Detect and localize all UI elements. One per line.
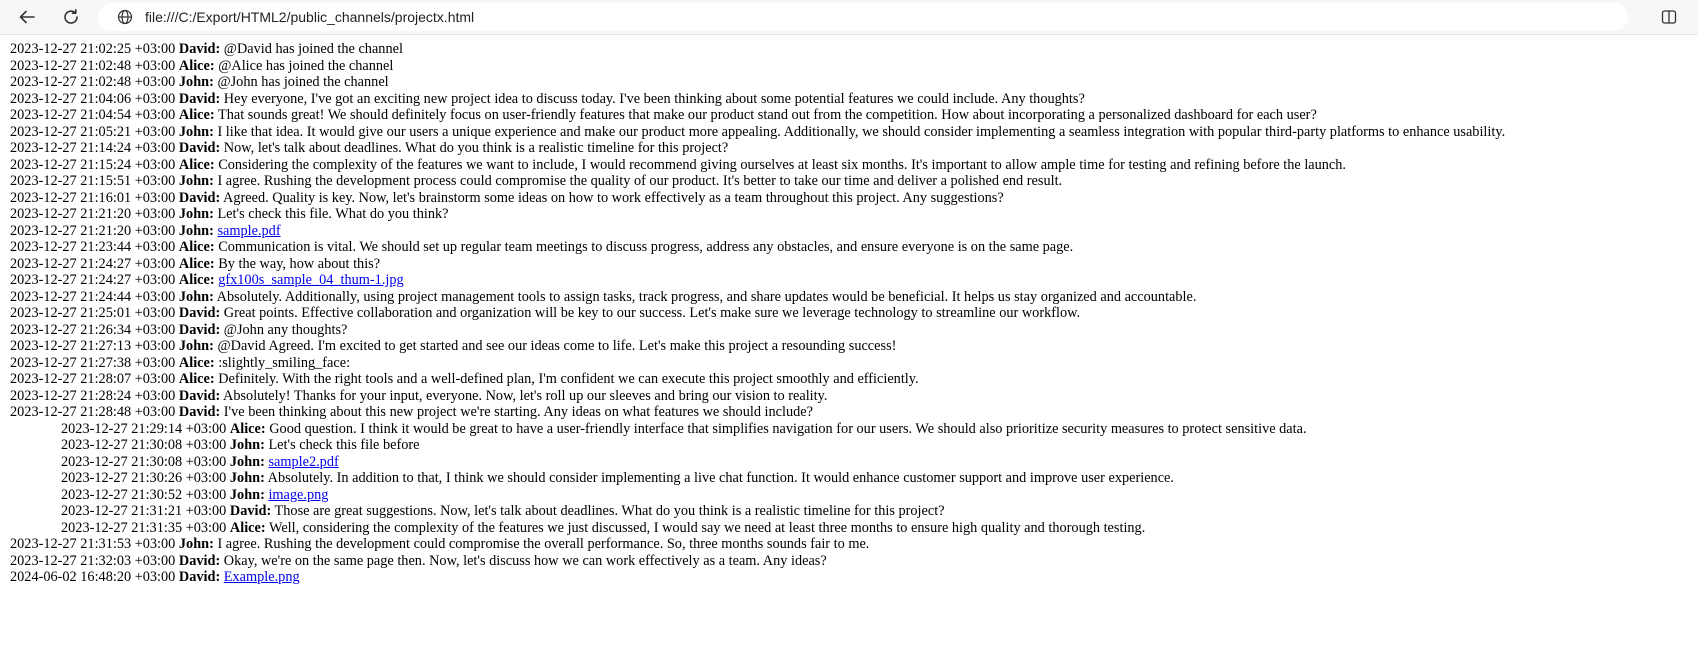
message-author: David: [178,404,221,420]
message-text: Absolutely! Thanks for your input, everyone. Now, let's roll up our sleeves and bring our vision to reality. [223,387,828,404]
message-timestamp: 2023-12-27 21:02:48 +03:00 [10,57,176,74]
thread-message-row [10,503,1698,520]
browser-toolbar [0,0,1698,35]
thread-message-row [10,421,1698,438]
message-log [0,35,1698,586]
message-timestamp: 2023-12-27 21:28:07 +03:00 [10,371,176,387]
message-text: By the way, how about this? [218,255,381,272]
message-author: David: [178,569,221,585]
message-timestamp: 2023-12-27 21:25:01 +03:00 [10,305,176,321]
message-timestamp: 2023-12-27 21:31:35 +03:00 [61,519,227,536]
message-timestamp: 2023-12-27 21:24:27 +03:00 [10,272,176,288]
url-text[interactable]: file:///C:/Export/HTML2/public_channels/projectx.html [145,9,475,25]
message-text: I like that idea. It would give our users a unique experience and make our product more appealing. Additionally, we should consider implementing a seamless integration with popular third-party platforms to enhance usability. [217,123,1506,140]
thread-message-row [10,454,1698,471]
message-text: Absolutely. Additionally, using project management tools to assign tasks, track progress, and share updates would be beneficial. It helps us stay organized and accountable. [216,288,1197,305]
message-author: David: [229,503,272,519]
back-button[interactable] [11,1,43,33]
message-timestamp: 2023-12-27 21:04:54 +03:00 [10,107,176,123]
message-timestamp: 2023-12-27 21:28:48 +03:00 [10,404,176,420]
message-author: David: [178,189,221,206]
message-author: John: [229,470,265,486]
message-timestamp: 2024-06-02 16:48:20 +03:00 [10,569,176,585]
message-row [10,256,1698,273]
message-row [10,289,1698,306]
message-author: John: [178,206,214,222]
message-text: Considering the complexity of the features we want to include, I would recommend giving ourselves at least six months. It's important to allow ample time for testing and refining before the launch. [218,156,1346,173]
message-timestamp: 2023-12-27 21:16:01 +03:00 [10,189,176,206]
message-row [10,272,1698,289]
message-timestamp: 2023-12-27 21:04:06 +03:00 [10,90,176,107]
message-author: Alice: [178,239,215,255]
message-text: :slightly_smiling_face: [218,354,351,371]
message-text: Communication is vital. We should set up regular team meetings to discuss progress, address any obstacles, and ensure everyone is on the same page. [218,239,1074,255]
message-timestamp: 2023-12-27 21:02:48 +03:00 [10,74,176,90]
message-row [10,157,1698,174]
message-author: David: [178,305,221,321]
message-timestamp: 2023-12-27 21:28:24 +03:00 [10,387,176,404]
message-author: Alice: [178,272,215,288]
message-author: John: [178,536,214,552]
message-text: Great points. Effective collaboration and organization will be key to our success. Let's make sure we leverage technology to streamline our workflow. [223,305,1081,321]
message-author: Alice: [178,354,215,371]
message-author: Alice: [178,156,215,173]
message-author: Alice: [229,519,266,536]
message-author: John: [178,173,214,189]
message-text: Okay, we're on the same page then. Now, let's discuss how we can work effectively as a team. Any ideas? [223,552,827,569]
globe-icon [115,7,135,27]
message-row [10,239,1698,256]
message-author: David: [178,321,221,338]
message-author: John: [229,453,265,470]
thread-message-row [10,437,1698,454]
message-text: I've been thinking about this new project we're starting. Any ideas on what features we should include? [223,404,813,420]
message-timestamp: 2023-12-27 21:23:44 +03:00 [10,239,176,255]
message-row [10,388,1698,405]
message-row [10,322,1698,339]
message-row [10,404,1698,421]
message-author: John: [178,222,214,239]
attachment-link[interactable]: image.png [268,486,329,503]
message-row [10,41,1698,58]
message-text: Well, considering the complexity of the features we just discussed, I would say we need at least three months to ensure high quality and thorough testing. [268,519,1146,536]
message-row [10,74,1698,91]
message-text: Those are great suggestions. Now, let's talk about deadlines. What do you think is a realistic timeline for this project? [274,503,945,519]
message-timestamp: 2023-12-27 21:21:20 +03:00 [10,222,176,239]
message-text: I agree. Rushing the development could compromise the overall performance. So, three months sounds fair to me. [217,536,870,552]
message-author: John: [178,288,214,305]
message-row [10,355,1698,372]
message-row [10,124,1698,141]
message-author: Alice: [178,371,215,387]
message-row [10,536,1698,553]
message-timestamp: 2023-12-27 21:24:44 +03:00 [10,288,176,305]
message-timestamp: 2023-12-27 21:30:52 +03:00 [61,486,227,503]
message-row [10,190,1698,207]
message-author: John: [178,123,214,140]
address-bar[interactable] [98,3,1628,31]
message-timestamp: 2023-12-27 21:27:13 +03:00 [10,338,176,354]
message-timestamp: 2023-12-27 21:05:21 +03:00 [10,123,176,140]
attachment-link[interactable]: Example.png [223,569,300,585]
message-text: That sounds great! We should definitely focus on user-friendly features that make our product stand out from the competition. How about incorporating a personalized dashboard for each user? [217,107,1317,123]
message-timestamp: 2023-12-27 21:21:20 +03:00 [10,206,176,222]
message-text: Hey everyone, I've got an exciting new project idea to discuss today. I've been thinking about some potential features we could include. Any thoughts? [223,90,1085,107]
message-author: David: [178,140,221,156]
message-row [10,173,1698,190]
message-timestamp: 2023-12-27 21:27:38 +03:00 [10,354,176,371]
message-row [10,206,1698,223]
message-timestamp: 2023-12-27 21:32:03 +03:00 [10,552,176,569]
message-row [10,140,1698,157]
message-timestamp: 2023-12-27 21:31:21 +03:00 [61,503,227,519]
message-row [10,58,1698,75]
reload-icon [62,8,80,26]
message-timestamp: 2023-12-27 21:15:51 +03:00 [10,173,176,189]
split-screen-icon [1661,9,1677,25]
thread-message-row [10,520,1698,537]
message-text: @Alice has joined the channel [218,57,394,74]
message-timestamp: 2023-12-27 21:30:08 +03:00 [61,437,227,453]
message-author: David: [178,387,221,404]
thread-message-row [10,470,1698,487]
message-row [10,107,1698,124]
message-author: David: [178,552,221,569]
message-text: Agreed. Quality is key. Now, let's brainstorm some ideas on how to work effectively as a team throughout this project. Any suggestions? [223,189,1004,206]
message-author: John: [229,437,265,453]
message-timestamp: 2023-12-27 21:31:53 +03:00 [10,536,176,552]
message-text: @David has joined the channel [223,41,403,57]
message-text: Let's check this file before [268,437,420,453]
message-timestamp: 2023-12-27 21:30:26 +03:00 [61,470,227,486]
message-author: Alice: [178,107,215,123]
message-timestamp: 2023-12-27 21:02:25 +03:00 [10,41,176,57]
message-text: @John has joined the channel [217,74,389,90]
message-text: Good question. I think it would be great to have a user-friendly interface that simplifies navigation for our users. We should also prioritize security measures to protect sensitive data. [269,420,1307,437]
message-text: Absolutely. In addition to that, I think we should consider implementing a live chat function. It would enhance customer support and improve user experience. [267,470,1174,486]
message-timestamp: 2023-12-27 21:30:08 +03:00 [61,453,227,470]
message-author: David: [178,41,221,57]
attachment-link[interactable]: gfx100s_sample_04_thum-1.jpg [218,272,404,288]
attachment-link[interactable]: sample2.pdf [268,453,339,470]
message-timestamp: 2023-12-27 21:24:27 +03:00 [10,255,176,272]
message-row [10,371,1698,388]
message-author: David: [178,90,221,107]
message-text: Now, let's talk about deadlines. What do you think is a realistic timeline for this project? [223,140,729,156]
message-author: Alice: [178,57,215,74]
message-author: John: [229,486,265,503]
reload-button[interactable] [55,1,87,33]
message-author: Alice: [178,255,215,272]
message-row [10,305,1698,322]
arrow-left-icon [18,8,36,26]
message-row [10,338,1698,355]
message-author: John: [178,338,214,354]
message-text: Let's check this file. What do you think? [217,206,449,222]
message-row [10,223,1698,240]
message-timestamp: 2023-12-27 21:29:14 +03:00 [61,420,227,437]
message-text: @David Agreed. I'm excited to get started and see our ideas come to life. Let's make this project a resounding success! [217,338,897,354]
message-row [10,569,1698,586]
message-timestamp: 2023-12-27 21:26:34 +03:00 [10,321,176,338]
message-timestamp: 2023-12-27 21:15:24 +03:00 [10,156,176,173]
message-row [10,553,1698,570]
message-text: Definitely. With the right tools and a well-defined plan, I'm confident we can execute this project smoothly and efficiently. [218,371,919,387]
split-screen-button[interactable] [1658,6,1680,28]
message-row [10,91,1698,108]
thread-message-row [10,487,1698,504]
message-text: @John any thoughts? [223,321,348,338]
message-author: John: [178,74,214,90]
attachment-link[interactable]: sample.pdf [217,222,281,239]
message-author: Alice: [229,420,266,437]
message-timestamp: 2023-12-27 21:14:24 +03:00 [10,140,176,156]
message-text: I agree. Rushing the development process could compromise the quality of our product. It's better to take our time and deliver a polished end result. [217,173,1063,189]
